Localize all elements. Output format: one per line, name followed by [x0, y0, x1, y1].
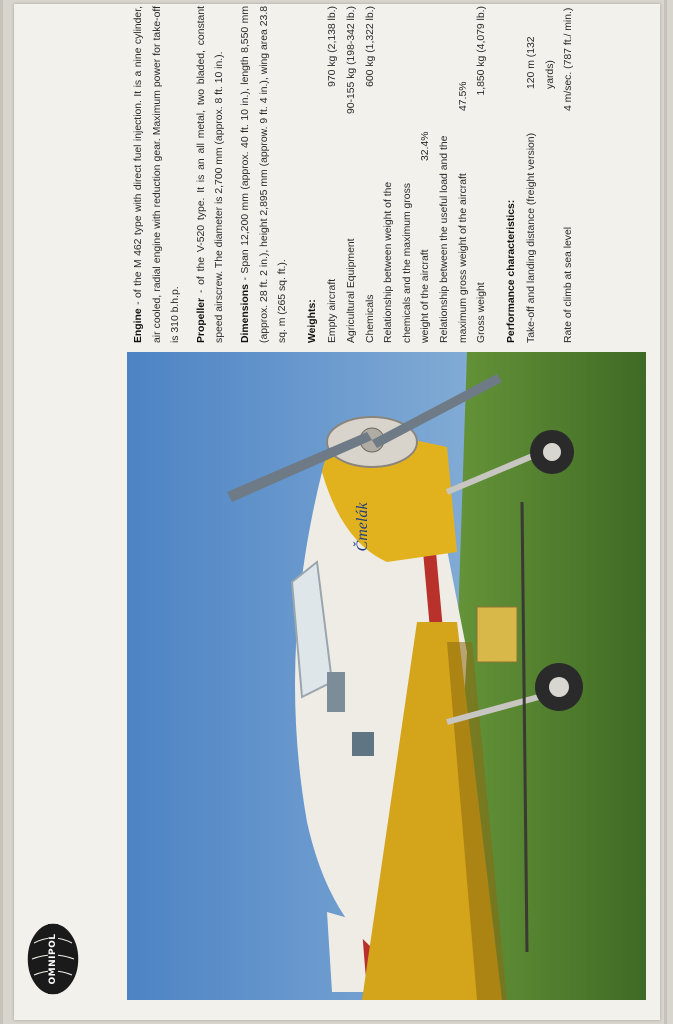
- weights-row-label: Agricultural Equipment: [345, 238, 357, 343]
- weights-row-label: Gross weight: [476, 282, 488, 343]
- cabin-window: [352, 732, 374, 756]
- weights-row-value: 90-155 kg (198-342 lb.): [345, 6, 357, 115]
- weights-row: [343, 6, 362, 343]
- cabin-window: [327, 672, 345, 712]
- weights-row-label: Relationship between weight of the chemicals and the maximum gross weight of the aircraft: [383, 181, 432, 343]
- engine-label: Engine: [133, 308, 144, 343]
- weights-row: [473, 6, 492, 343]
- engine-text: - of the M 462 type with direct fuel injection. It is a nine cylinder, air cooled, radial engine with reduction gear. Maximum power for take-off is 310 b.h.p.: [133, 6, 182, 343]
- weights-row-label: Relationship between the useful load and the maximum gross weight of the aircraft: [438, 135, 469, 343]
- spray-hopper: [477, 607, 517, 662]
- weights-row-value: 1,850 kg (4,079 lb.): [476, 6, 488, 96]
- spec-text-rotated: [124, 2, 646, 347]
- spec-text-column: [124, 2, 646, 347]
- weights-row-value: 600 kg (1,322 lb.): [364, 6, 376, 87]
- aircraft-photo: [127, 352, 646, 1000]
- weights-row-value: 47.5%: [457, 81, 469, 111]
- weights-table: [324, 6, 491, 343]
- weights-row-label: Chemicals: [364, 294, 376, 343]
- weights-row: [436, 6, 473, 343]
- performance-row: [523, 6, 560, 343]
- performance-table: [523, 6, 579, 343]
- weights-row: [362, 6, 381, 343]
- weights-row-label: Empty aircraft: [327, 278, 339, 343]
- logo-text: OMNIPOL: [48, 933, 58, 985]
- performance-row-label: Rate of climb at sea level: [563, 226, 575, 343]
- performance-row-value: 4 m/sec. (787 ft./ min.): [563, 7, 575, 111]
- performance-row: [560, 6, 579, 343]
- dimensions-label: Dimensions: [239, 284, 251, 343]
- aircraft-illustration: [127, 352, 646, 1000]
- performance-heading: Performance characteristics:: [505, 199, 517, 343]
- propeller-label: Propeller: [195, 297, 207, 343]
- performance-row-label: Take-off and landing distance (freight version): [526, 132, 538, 343]
- faded-backprint: [52, 690, 122, 910]
- weights-heading: Weights:: [306, 299, 318, 343]
- fuselage-lettering: Čmelák: [354, 502, 371, 552]
- propeller-text: - of the V-520 type. It is an all metal, two bladed, constant speed airscrew. The diameter is 2,700 mm (approx. 8 ft. 10 in.).: [195, 6, 226, 343]
- omnipol-logo: [22, 918, 84, 1000]
- wheel-rear-hub: [549, 677, 569, 697]
- dimensions-paragraph: [237, 6, 293, 343]
- page-edge-left: [0, 0, 3, 1024]
- propeller-paragraph: [193, 6, 230, 343]
- performance-row-value: 120 m (132 yards): [526, 36, 556, 89]
- dimensions-text: - Span 12,200 mm (approx. 40 ft. 10 in.), length 8,550 mm (approx. 28 ft. 2 in.), height 2,895 mm (approw. 9 ft. 4 in.), wing area 23.8 sq. m (265 sq. ft.).: [239, 6, 289, 343]
- weights-row-value: 970 kg (2,138 lb.): [327, 6, 339, 87]
- engine-paragraph: [130, 6, 186, 343]
- page-edge-right: [664, 0, 667, 1024]
- weights-row: [380, 6, 436, 343]
- weights-row: [324, 6, 343, 343]
- weights-row-value: 32.4%: [420, 131, 432, 161]
- wheel-front-hub: [543, 443, 561, 461]
